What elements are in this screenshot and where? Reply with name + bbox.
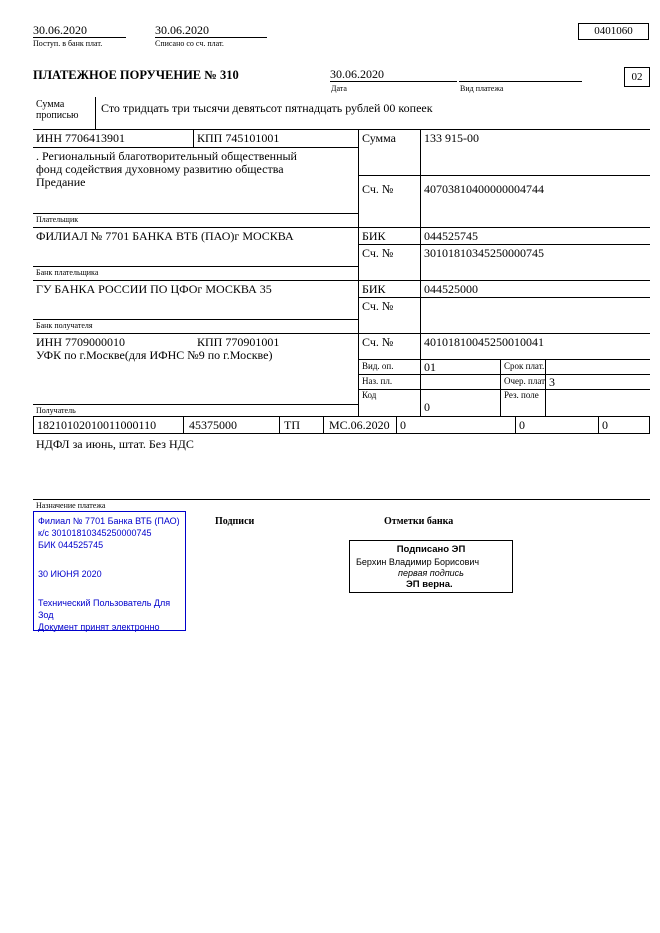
- table-line: [396, 417, 397, 433]
- beneficiary-name: УФК по г.Москве(для ИФНС №9 по г.Москве): [36, 348, 273, 362]
- table-line: [33, 333, 650, 334]
- esign-signer: Берхин Владимир Борисович: [356, 557, 480, 567]
- table-line: [358, 374, 650, 375]
- op-kind-value: 01: [424, 360, 436, 374]
- beneficiary-bank-bik-label: БИК: [362, 282, 386, 296]
- table-line: [515, 417, 516, 433]
- bank-marks-label: Отметки банка: [384, 516, 454, 527]
- tax-doc-number: 0: [400, 418, 406, 432]
- tax-oktmo: 45375000: [189, 418, 237, 432]
- amount-words-value: Сто тридцать три тысячи девятьсот пятнадцать рублей 00 копеек: [101, 101, 433, 115]
- table-line: [33, 213, 358, 214]
- beneficiary-bank-section-label: Банк получателя: [36, 321, 93, 330]
- tax-kbk: 18210102010011000110: [37, 418, 157, 432]
- beneficiary-section-label: Получатель: [36, 406, 76, 415]
- table-line: [33, 404, 358, 405]
- term-label: Срок плат.: [504, 361, 545, 371]
- payer-bank-bik: 044525745: [424, 229, 478, 243]
- purpose-text: НДФЛ за июнь, штат. Без НДС: [36, 437, 194, 451]
- stamp-bik: БИК 044525745: [38, 540, 104, 550]
- payer-section-label: Плательщик: [36, 215, 79, 224]
- payer-name: . Региональный благотворительный общественный фонд содействия духовному развитию общества Предание: [36, 149, 297, 189]
- payment-kind-label: Вид платежа: [460, 84, 504, 93]
- tax-type: 0: [602, 418, 608, 432]
- document-date: 30.06.2020: [330, 67, 457, 82]
- form-code-box: 0401060: [578, 23, 649, 40]
- table-line: [33, 319, 358, 320]
- table-line: [33, 266, 358, 267]
- tax-fields-row: [33, 416, 650, 434]
- stamp-spacer: [38, 551, 181, 568]
- document-title: ПЛАТЕЖНОЕ ПОРУЧЕНИЕ № 310: [33, 68, 239, 82]
- stamp-accepted-note: Документ принят электронно: [38, 622, 160, 632]
- beneficiary-account: 40101810045250010041: [424, 335, 544, 349]
- table-line: [500, 359, 501, 416]
- table-line: [358, 129, 359, 416]
- payment-kind-field: [459, 67, 582, 82]
- code-label: Код: [362, 390, 377, 400]
- beneficiary-bank-account-label: Сч. №: [362, 299, 394, 313]
- table-line: [279, 417, 280, 433]
- date-label: Дата: [331, 84, 347, 93]
- stamp-date: 30 ИЮНЯ 2020: [38, 569, 102, 579]
- table-line: [358, 297, 650, 298]
- debited-label: Списано со сч. плат.: [155, 39, 224, 48]
- table-line: [420, 129, 421, 416]
- received-in-bank-date: 30.06.2020: [33, 23, 126, 38]
- payer-status-box: 02: [624, 67, 650, 87]
- stamp-operator: Технический Пользователь Для Зод: [38, 598, 171, 620]
- esign-valid: ЭП верна.: [406, 579, 453, 590]
- stamp-spacer: [38, 580, 181, 597]
- table-line: [33, 280, 650, 281]
- bank-stamp: [33, 511, 186, 631]
- payer-kpp: КПП 745101001: [197, 131, 280, 145]
- esign-kind: первая подпись: [398, 568, 464, 578]
- table-line: [323, 417, 324, 433]
- beneficiary-bank-bik: 044525000: [424, 282, 478, 296]
- payer-account-label: Сч. №: [362, 182, 394, 196]
- beneficiary-bank-name: ГУ БАНКА РОССИИ ПО ЦФОг МОСКВА 35: [36, 282, 272, 296]
- payer-bank-name: ФИЛИАЛ № 7701 БАНКА ВТБ (ПАО)г МОСКВА: [36, 229, 294, 243]
- tax-period: МС.06.2020: [329, 418, 390, 432]
- tax-basis: ТП: [284, 418, 300, 432]
- table-line: [358, 359, 650, 360]
- table-line: [33, 227, 650, 228]
- payer-bank-account-label: Сч. №: [362, 246, 394, 260]
- table-line: [33, 147, 358, 148]
- payer-bank-account: 30101810345250000745: [424, 246, 544, 260]
- table-line: [358, 244, 650, 245]
- table-line: [33, 129, 650, 130]
- amount-words-label: Сумма прописью: [36, 99, 79, 121]
- table-line: [545, 359, 546, 416]
- esign-box: [349, 540, 513, 593]
- table-line: [598, 417, 599, 433]
- table-line: [183, 417, 184, 433]
- payer-inn: ИНН 7706413901: [36, 131, 125, 145]
- op-kind-label: Вид. оп.: [362, 361, 394, 371]
- divider: [95, 97, 96, 130]
- beneficiary-kpp: КПП 770901001: [197, 335, 280, 349]
- purpose-code-label: Наз. пл.: [362, 376, 393, 386]
- sum-label: Сумма: [362, 131, 396, 145]
- stamp-corr-account: к/с 30101810345250000745: [38, 528, 152, 538]
- payer-account: 40703810400000004744: [424, 182, 544, 196]
- tax-doc-date: 0: [519, 418, 525, 432]
- payer-bank-bik-label: БИК: [362, 229, 386, 243]
- signatures-label: Подписи: [215, 516, 255, 527]
- table-line: [193, 129, 194, 147]
- table-line: [358, 175, 650, 176]
- received-in-bank-label: Поступ. в банк плат.: [33, 39, 103, 48]
- payer-bank-section-label: Банк плательщика: [36, 268, 99, 277]
- priority-value: 3: [549, 375, 555, 389]
- code-value: 0: [424, 400, 430, 414]
- esign-title: Подписано ЭП: [396, 544, 466, 555]
- beneficiary-inn: ИНН 7709000010: [36, 335, 125, 349]
- table-line: [33, 499, 650, 500]
- reserve-label: Рез. поле: [504, 390, 539, 400]
- purpose-label: Назначение платежа: [36, 501, 106, 510]
- priority-label: Очер. плат.: [504, 376, 547, 386]
- beneficiary-account-label: Сч. №: [362, 335, 394, 349]
- sum-value: 133 915-00: [424, 131, 479, 145]
- stamp-bank-name: Филиал № 7701 Банка ВТБ (ПАО): [38, 516, 180, 526]
- debited-date: 30.06.2020: [155, 23, 267, 38]
